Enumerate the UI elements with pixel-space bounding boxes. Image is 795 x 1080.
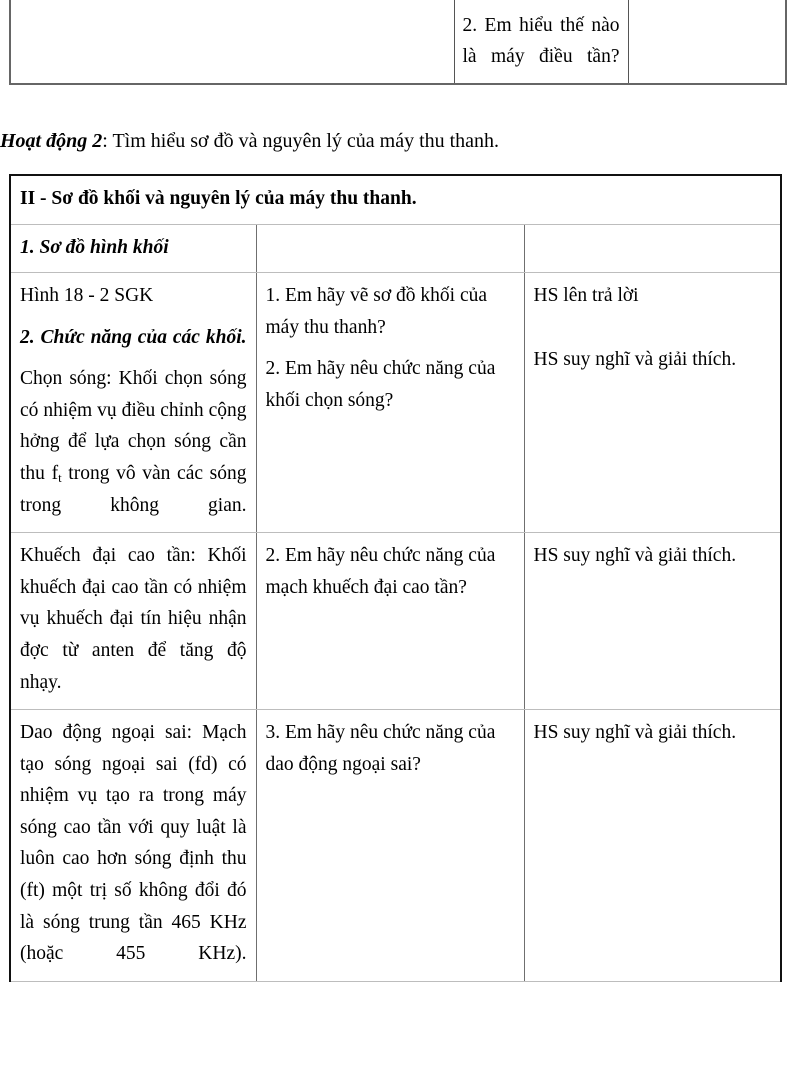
table-row-subsection: [10, 224, 781, 273]
content-cell-student-activity: [524, 533, 781, 710]
section-heading: II - Sơ đồ khối và nguyên lý của máy thu thanh.: [10, 175, 781, 224]
subsection-cell-student: [524, 224, 781, 273]
activity-heading: [0, 129, 795, 153]
content-cell-questions: [256, 710, 524, 982]
table-row: [10, 710, 781, 982]
question-2: 2. Em hãy nêu chức năng của mạch khuếch đại cao tần?: [265, 545, 496, 598]
student-response-1: HS lên trả lời: [533, 285, 639, 307]
wave-selection-text-a: Chọn sóng: Khối chọn sóng có nhiệm vụ điều chỉnh cộng hởng để lựa chọn sóng cần thu f: [20, 368, 247, 485]
question-text: 2. Em hiểu thế nào là máy điều tần?: [462, 14, 620, 68]
activity-heading-lead: Hoạt động 2: [0, 130, 103, 152]
wave-selection-text-b: trong vô vàn các sóng trong không gian.: [20, 463, 247, 516]
subsection-heading: 1. Sơ đồ hình khối: [10, 224, 256, 273]
top-partial-table-container: [9, 0, 785, 85]
local-oscillator-text: Dao động ngoại sai: Mạch tạo sóng ngoại sai (fd) có nhiệm vụ tạo ra trong máy sóng cao tần với quy luật là luôn cao hơn sóng định thu (ft) một trị số không đổi đó là sóng trung tần 465 KHz (hoặc 455 KHz).: [20, 722, 247, 965]
top-table-cell-teacher-activity: [10, 0, 454, 84]
table-row: [10, 533, 781, 710]
content-cell-questions: [256, 533, 524, 710]
subsection-cell-questions: [256, 224, 524, 273]
student-response: HS suy nghĩ và giải thích.: [533, 545, 737, 567]
top-table-cell-student-activity: [628, 0, 786, 84]
question-3: 3. Em hãy nêu chức năng của dao động ngoại sai?: [265, 722, 496, 775]
content-cell-local-oscillator: [10, 710, 256, 982]
table-row-section-heading: [10, 175, 781, 224]
main-table-container: [9, 174, 780, 982]
question-1: 1. Em hãy vẽ sơ đồ khối của máy thu thanh?: [265, 285, 488, 338]
content-cell-questions: [256, 273, 524, 533]
top-table-cell-questions: [454, 0, 628, 84]
content-cell-functions: [10, 273, 256, 533]
lesson-plan-table: [9, 174, 782, 982]
vertical-spacer: [534, 314, 772, 344]
table-row: [10, 0, 786, 84]
figure-reference: Hình 18 - 2 SGK: [20, 285, 154, 307]
table-row: [10, 273, 781, 533]
subsection-2-heading: 2. Chức năng của các khối.: [20, 326, 247, 348]
content-cell-rf-amplifier: [10, 533, 256, 710]
frequency-subscript: t: [58, 470, 62, 485]
rf-amplifier-text: Khuếch đại cao tần: Khối khuếch đại cao tần có nhiệm vụ khuếch đại tín hiệu nhận đợc từ anten để tăng độ nhạy.: [20, 545, 247, 693]
question-2: 2. Em hãy nêu chức năng của khối chọn sóng?: [265, 358, 496, 411]
student-response-2: HS suy nghĩ và giải thích.: [533, 348, 737, 370]
content-cell-student-activity: [524, 273, 781, 533]
top-partial-table: [9, 0, 787, 85]
wave-selection-paragraph: [20, 363, 247, 521]
content-cell-student-activity: [524, 710, 781, 982]
student-response: HS suy nghĩ và giải thích.: [533, 722, 737, 744]
activity-heading-rest: : Tìm hiểu sơ đồ và nguyên lý của máy thu thanh.: [102, 130, 500, 152]
